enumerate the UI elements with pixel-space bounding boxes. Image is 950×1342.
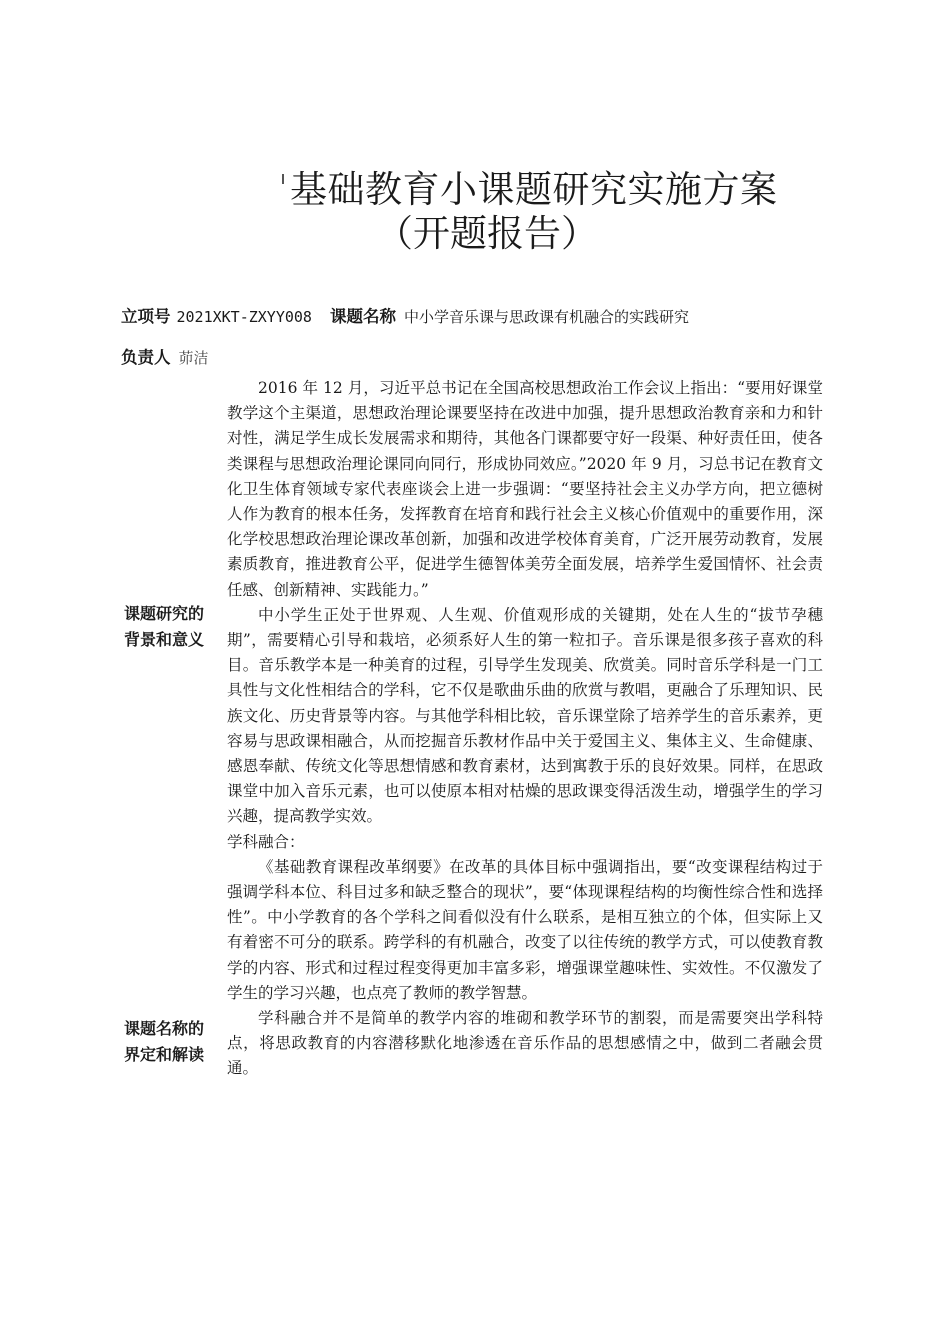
definition-paragraph-1: 《基础教育课程改革纲要》在改革的具体目标中强调指出，要“改变课程结构过于强调学科本位、科目过多和缺乏整合的现状”，要“体现课程结构的均衡性综合性和选择性”。中小学教育的各个学科之间看似没有什么联系，是相互独立的个体，但实际上又有着密不可分的联系。跨学科的有机融合，改变了以往传统的教学方式，可以使教育教学的内容、形式和过程过程变得更加丰富多彩，增强课堂趣味性、实效性。不仅激发了学生的学习兴趣，也点亮了教师的教学智慧。 — [227, 857, 823, 1002]
project-number-value: 2021XKT-ZXYY008 — [176, 308, 312, 326]
background-paragraph-2: 中小学生正处于世界观、人生观、价值观形成的关键期，处在人生的“拔节孕穗期”，需要精心引导和栽培，必须系好人生的第一粒扣子。音乐课是很多孩子喜欢的科目。音乐教学本是一种美育的过程，引导学生发现美、欣赏美。同时音乐学科是一门工具性与文化性相结合的学科，它不仅是歌曲乐曲的欣赏与教唱，更融合了乐理知识、民族文化、历史背景等内容。与其他学科相比较，音乐课堂除了培养学生的音乐素养，更容易与思政课相融合，从而挖掘音乐教材作品中关于爱国主义、集体主义、生命健康、感恩奉献、传统文化等思想情感和教育素材，达到寓教于乐的良好效果。同样，在思政课堂中加入音乐元素，也可以使原本相对枯燥的思政课变得活泼生动，增强学生的学习兴趣，提高教学实效。 — [227, 605, 823, 826]
project-info-row — [121, 305, 689, 329]
background-section-content — [227, 376, 823, 1082]
leader-value: 茆洁 — [178, 349, 209, 367]
page-subtitle: （开题报告） — [376, 212, 598, 255]
definition-label-line2: 界定和解读 — [124, 1045, 205, 1064]
definition-paragraph-2: 学科融合并不是简单的教学内容的堆砌和教学环节的割裂，而是需要突出学科特点，将思政教育的内容潜移默化地渗透在音乐作品的思想感情之中，做到二者融会贯通。 — [227, 1009, 823, 1078]
leader-row — [121, 346, 209, 370]
background-paragraph-1: 2016 年 12 月，习近平总书记在全国高校思想政治工作会议上指出：“要用好课堂教学这个主渠道，思想政治理论课要坚持在改进中加强，提升思想政治教育亲和力和针对性，满足学生成长发展需求和期待，其他各门课都要守好一段渠、种好责任田，使各类课程与思想政治理论课同向同行，形成协同效应。”2020 年 9 月，习总书记在教育文化卫生体育领域专家代表座谈会上进一步强调：“要坚持社会主义办学方向，把立德树人作为教育的根本任务，发挥教育在培育和践行社会主义核心价值观中的重要作用，深化学校思想政治理论课改革创新，加强和改进学校体育美育，广泛开展劳动教育，发展素质教育，推进教育公平，促进学生德智体美劳全面发展，培养学生爱国情怀、社会责任感、创新精神、实践能力。” — [227, 379, 823, 599]
background-label-line2: 背景和意义 — [124, 630, 205, 649]
definition-section-label — [124, 1016, 224, 1068]
background-label-line1: 课题研究的 — [124, 604, 205, 623]
topic-name-value: 中小学音乐课与思政课有机融合的实践研究 — [403, 308, 689, 326]
definition-heading: 学科融合： — [227, 832, 305, 851]
background-section-label — [124, 601, 224, 653]
page-title: 基础教育小课题研究实施方案 — [290, 168, 778, 211]
topic-name-label: 课题名称 — [329, 307, 396, 326]
project-number-label: 立项号 — [121, 307, 171, 326]
title-tick-mark — [282, 174, 284, 184]
leader-label: 负责人 — [121, 348, 171, 367]
definition-label-line1: 课题名称的 — [124, 1019, 205, 1038]
